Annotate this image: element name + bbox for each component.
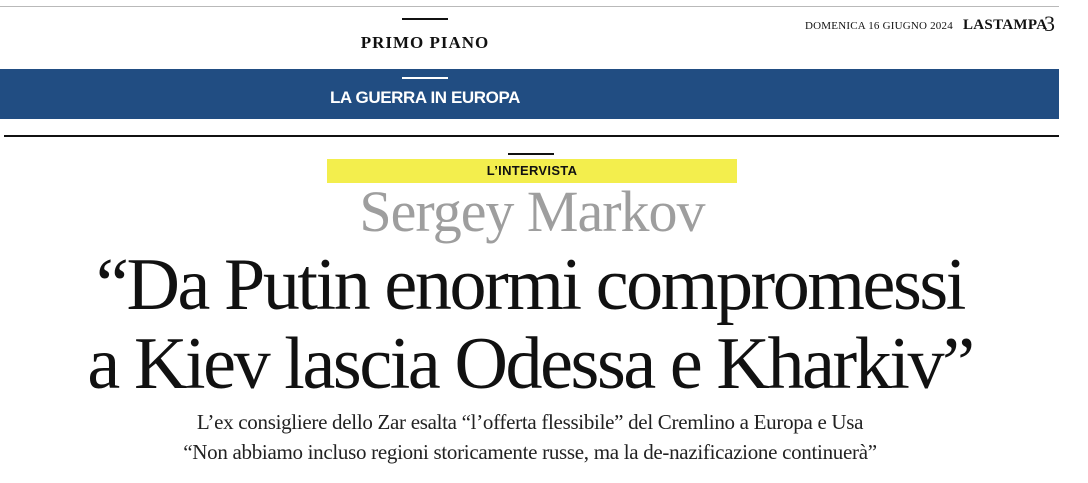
kicker-label: L’INTERVISTA [486,163,578,178]
top-rule [0,6,1059,7]
interviewee-name: Sergey Markov [359,179,705,244]
headline-line-2: a Kiev lascia Odessa e Kharkiv” [87,323,973,405]
page-number: 3 [1044,11,1055,36]
headline [0,246,1060,404]
kicker-tick-mark [508,153,554,155]
header-divider [4,135,1059,137]
section-label: PRIMO PIANO [360,33,490,52]
band-tick-mark [402,77,448,79]
subheadline [0,407,1060,467]
section-tick-mark [402,18,448,20]
headline-line-1: “Da Putin enormi compromessi [96,244,964,326]
dateline: DOMENICA 16 GIUGNO 2024 [805,20,953,32]
subheadline-line-2: “Non abbiamo incluso regioni storicamente russe, ma la de-nazificazione continuerà” [183,440,877,464]
masthead-logo: LASTAMPA [963,17,1048,33]
subheadline-line-1: L’ex consigliere dello Zar esalta “l’offerta flessibile” del Cremlino a Europa e Usa [196,410,864,434]
band-label: LA GUERRA IN EUROPA [329,88,521,107]
